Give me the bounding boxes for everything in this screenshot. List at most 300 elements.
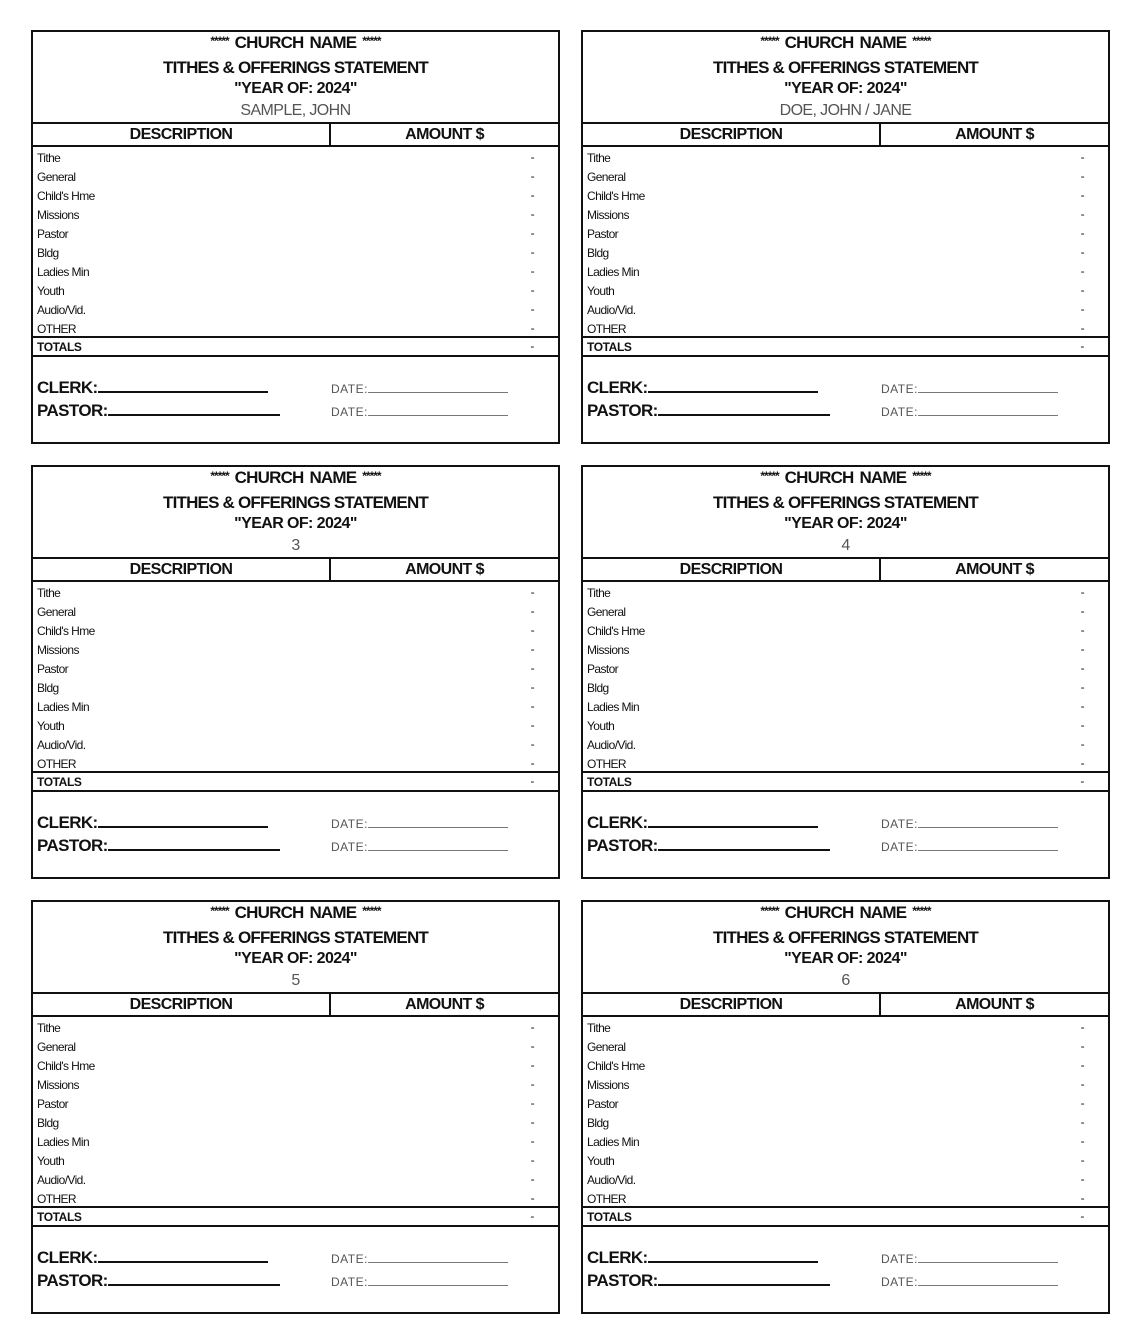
column-header-row: [583, 557, 1108, 582]
pastor-signature: [587, 399, 830, 421]
line-item-amount: -: [530, 1191, 534, 1205]
clerk-signature-line: [98, 1246, 268, 1263]
line-item-label: Child's Hme: [37, 624, 95, 638]
year-label: "YEAR OF:: [784, 515, 863, 532]
description-column-header: DESCRIPTION: [129, 126, 233, 143]
year-label: "YEAR OF:: [234, 515, 313, 532]
line-item-amount: -: [530, 1172, 534, 1186]
line-item-label: Bldg: [587, 1116, 609, 1130]
line-item-label: Bldg: [37, 246, 59, 260]
pastor-label: PASTOR:: [587, 401, 658, 420]
date-label: DATE:: [881, 405, 918, 419]
line-item-row: [33, 736, 558, 755]
line-item-label: Child's Hme: [587, 189, 645, 203]
totals-row: [583, 1206, 1108, 1227]
line-item-amount: -: [1080, 699, 1084, 713]
totals-label: TOTALS: [37, 775, 82, 789]
clerk-date: [331, 1252, 508, 1266]
year-value: 2024": [316, 950, 357, 967]
statement-card: [581, 30, 1110, 444]
date-label: DATE:: [331, 840, 368, 854]
line-item-row: [583, 622, 1108, 641]
line-item-label: Missions: [587, 643, 629, 657]
line-item-label: Child's Hme: [37, 1059, 95, 1073]
date-line: [368, 840, 508, 851]
statement-header: [33, 902, 558, 992]
year-line: [33, 80, 558, 98]
line-item-amount: -: [1080, 169, 1084, 183]
line-item-row: [33, 660, 558, 679]
pastor-label: PASTOR:: [587, 836, 658, 855]
date-label: DATE:: [881, 817, 918, 831]
line-items: [583, 584, 1108, 774]
line-item-amount: -: [530, 150, 534, 164]
date-line: [918, 1275, 1058, 1286]
totals-amount: -: [530, 774, 534, 788]
line-item-amount: -: [530, 1077, 534, 1091]
line-item-label: Tithe: [587, 586, 611, 600]
church-name-line: [33, 33, 558, 53]
line-item-amount: -: [530, 680, 534, 694]
line-item-label: Tithe: [37, 586, 61, 600]
clerk-date: [881, 1252, 1058, 1266]
line-item-label: OTHER: [37, 1192, 77, 1206]
line-item-amount: -: [1080, 283, 1084, 297]
line-item-label: OTHER: [37, 322, 77, 336]
line-item-amount: -: [1080, 264, 1084, 278]
line-item-row: [33, 1038, 558, 1057]
line-item-row: [33, 168, 558, 187]
line-item-row: [583, 736, 1108, 755]
statement-title: TITHES & OFFERINGS STATEMENT: [712, 928, 979, 947]
line-item-row: [583, 168, 1108, 187]
line-item-row: [583, 225, 1108, 244]
line-item-amount: -: [1080, 188, 1084, 202]
stars-right: *****: [362, 34, 381, 48]
line-item-row: [583, 584, 1108, 603]
line-item-row: [583, 149, 1108, 168]
church-name-line: [583, 33, 1108, 53]
year-value: 2024": [316, 80, 357, 97]
date-label: DATE:: [881, 382, 918, 396]
line-item-label: Child's Hme: [37, 189, 95, 203]
line-item-amount: -: [530, 245, 534, 259]
line-item-label: General: [587, 170, 626, 184]
date-line: [918, 817, 1058, 828]
line-item-row: [33, 149, 558, 168]
year-line: [33, 515, 558, 533]
line-item-row: [583, 603, 1108, 622]
line-item-amount: -: [530, 302, 534, 316]
pastor-signature-line: [108, 1269, 280, 1286]
line-item-amount: -: [530, 1039, 534, 1053]
totals-label: TOTALS: [587, 1210, 632, 1224]
pastor-signature: [37, 1269, 280, 1291]
statement-header: [33, 467, 558, 557]
statement-title: TITHES & OFFERINGS STATEMENT: [162, 493, 429, 512]
church-name-line: [583, 468, 1108, 488]
column-header-row: [33, 557, 558, 582]
member-name: 6: [841, 972, 850, 989]
line-item-label: Tithe: [587, 151, 611, 165]
line-item-label: Bldg: [587, 246, 609, 260]
statement-card: [581, 465, 1110, 879]
line-item-row: [33, 603, 558, 622]
year-value: 2024": [316, 515, 357, 532]
line-item-row: [583, 187, 1108, 206]
line-item-label: Missions: [587, 1078, 629, 1092]
line-item-row: [583, 1133, 1108, 1152]
line-item-amount: -: [530, 188, 534, 202]
pastor-date: [881, 840, 1058, 854]
totals-row: [33, 336, 558, 357]
line-items: [583, 149, 1108, 339]
line-item-label: Audio/Vid.: [37, 303, 86, 317]
clerk-label: CLERK:: [587, 813, 648, 832]
clerk-signature-line: [648, 811, 818, 828]
line-items: [33, 1019, 558, 1209]
line-item-label: General: [37, 170, 76, 184]
date-label: DATE:: [331, 1275, 368, 1289]
line-item-amount: -: [1080, 585, 1084, 599]
line-item-row: [33, 1133, 558, 1152]
line-item-amount: -: [1080, 150, 1084, 164]
clerk-signature: [587, 376, 818, 398]
line-item-label: General: [587, 605, 626, 619]
stars-right: *****: [912, 904, 931, 918]
line-item-row: [583, 206, 1108, 225]
line-item-row: [33, 1114, 558, 1133]
date-label: DATE:: [331, 1252, 368, 1266]
line-item-row: [583, 698, 1108, 717]
date-line: [368, 382, 508, 393]
pastor-signature: [37, 834, 280, 856]
stars-right: *****: [912, 34, 931, 48]
clerk-label: CLERK:: [37, 813, 98, 832]
year-label: "YEAR OF:: [234, 80, 313, 97]
totals-label: TOTALS: [587, 340, 632, 354]
totals-row: [33, 771, 558, 792]
line-item-amount: -: [1080, 718, 1084, 732]
date-label: DATE:: [881, 1275, 918, 1289]
description-column-header: DESCRIPTION: [679, 561, 783, 578]
line-item-row: [583, 1171, 1108, 1190]
pastor-date: [331, 840, 508, 854]
member-name: 4: [841, 537, 850, 554]
line-item-amount: -: [530, 1115, 534, 1129]
line-item-row: [583, 1019, 1108, 1038]
line-item-label: Audio/Vid.: [37, 738, 86, 752]
date-label: DATE:: [881, 840, 918, 854]
church-name-line: [33, 468, 558, 488]
statement-header: [583, 32, 1108, 122]
line-item-amount: -: [530, 737, 534, 751]
line-item-row: [583, 1038, 1108, 1057]
pastor-signature-line: [108, 834, 280, 851]
pastor-label: PASTOR:: [37, 1271, 108, 1290]
line-item-label: General: [37, 1040, 76, 1054]
line-item-label: Audio/Vid.: [37, 1173, 86, 1187]
pastor-date: [881, 405, 1058, 419]
line-item-amount: -: [1080, 245, 1084, 259]
pastor-label: PASTOR:: [37, 401, 108, 420]
clerk-label: CLERK:: [587, 1248, 648, 1267]
clerk-signature: [587, 811, 818, 833]
line-item-amount: -: [1080, 1134, 1084, 1148]
statement-header: [583, 467, 1108, 557]
line-item-amount: -: [530, 1058, 534, 1072]
stars-right: *****: [912, 469, 931, 483]
stars-right: *****: [362, 904, 381, 918]
line-item-amount: -: [1080, 680, 1084, 694]
column-header-row: [33, 992, 558, 1017]
clerk-date: [331, 382, 508, 396]
date-line: [368, 405, 508, 416]
line-item-amount: -: [530, 642, 534, 656]
year-label: "YEAR OF:: [784, 80, 863, 97]
line-item-label: Audio/Vid.: [587, 1173, 636, 1187]
amount-column-header: AMOUNT $: [329, 559, 558, 580]
line-item-label: Pastor: [37, 1097, 69, 1111]
line-item-row: [583, 301, 1108, 320]
line-item-amount: -: [1080, 1153, 1084, 1167]
date-line: [918, 840, 1058, 851]
line-item-amount: -: [530, 283, 534, 297]
pastor-signature: [587, 1269, 830, 1291]
line-item-label: Ladies Min: [587, 700, 640, 714]
pastor-date: [331, 1275, 508, 1289]
line-item-amount: -: [1080, 737, 1084, 751]
stars-left: *****: [760, 469, 779, 483]
line-item-row: [583, 1076, 1108, 1095]
date-line: [368, 1252, 508, 1263]
year-value: 2024": [866, 80, 907, 97]
line-item-label: Youth: [37, 1154, 65, 1168]
year-value: 2024": [866, 950, 907, 967]
line-item-row: [583, 263, 1108, 282]
clerk-signature: [37, 1246, 268, 1268]
date-line: [918, 382, 1058, 393]
line-item-amount: -: [530, 585, 534, 599]
description-column-header: DESCRIPTION: [679, 126, 783, 143]
line-item-amount: -: [530, 699, 534, 713]
line-item-amount: -: [530, 1134, 534, 1148]
line-item-row: [33, 1057, 558, 1076]
line-item-amount: -: [1080, 1115, 1084, 1129]
line-item-row: [33, 187, 558, 206]
date-label: DATE:: [881, 1252, 918, 1266]
line-item-label: Missions: [37, 1078, 79, 1092]
year-label: "YEAR OF:: [234, 950, 313, 967]
line-item-label: Ladies Min: [37, 1135, 90, 1149]
member-name: 3: [291, 537, 300, 554]
line-item-amount: -: [1080, 302, 1084, 316]
line-item-row: [33, 717, 558, 736]
date-label: DATE:: [331, 405, 368, 419]
totals-row: [583, 771, 1108, 792]
line-item-row: [33, 225, 558, 244]
line-item-amount: -: [1080, 1077, 1084, 1091]
line-items: [33, 584, 558, 774]
line-item-amount: -: [1080, 1058, 1084, 1072]
line-item-row: [33, 244, 558, 263]
line-item-label: Youth: [37, 284, 65, 298]
description-column-header: DESCRIPTION: [129, 996, 233, 1013]
clerk-date: [881, 817, 1058, 831]
line-item-row: [33, 263, 558, 282]
totals-amount: -: [1080, 1209, 1084, 1223]
date-line: [918, 1252, 1058, 1263]
line-item-label: Ladies Min: [37, 700, 90, 714]
year-line: [583, 515, 1108, 533]
pastor-signature-line: [658, 399, 830, 416]
church-name-line: [583, 903, 1108, 923]
line-item-label: Youth: [587, 1154, 615, 1168]
line-item-label: OTHER: [587, 757, 627, 771]
line-item-label: OTHER: [587, 322, 627, 336]
line-item-label: Missions: [37, 208, 79, 222]
line-item-amount: -: [530, 661, 534, 675]
line-item-amount: -: [530, 207, 534, 221]
line-item-amount: -: [1080, 642, 1084, 656]
line-item-label: Ladies Min: [37, 265, 90, 279]
stars-left: *****: [760, 904, 779, 918]
line-item-amount: -: [530, 623, 534, 637]
date-line: [918, 405, 1058, 416]
line-item-row: [33, 1152, 558, 1171]
line-item-label: Ladies Min: [587, 265, 640, 279]
line-item-row: [33, 282, 558, 301]
line-item-row: [33, 679, 558, 698]
line-item-label: Pastor: [37, 227, 69, 241]
line-item-label: Bldg: [587, 681, 609, 695]
line-item-label: Pastor: [587, 227, 619, 241]
line-item-label: Audio/Vid.: [587, 303, 636, 317]
totals-amount: -: [1080, 339, 1084, 353]
column-header-row: [33, 122, 558, 147]
line-item-row: [583, 1057, 1108, 1076]
line-item-label: Pastor: [587, 662, 619, 676]
clerk-signature: [37, 811, 268, 833]
description-column-header: DESCRIPTION: [129, 561, 233, 578]
line-item-label: General: [37, 605, 76, 619]
line-items: [583, 1019, 1108, 1209]
line-item-label: Missions: [37, 643, 79, 657]
line-item-label: Tithe: [37, 151, 61, 165]
line-item-row: [583, 641, 1108, 660]
clerk-signature-line: [648, 1246, 818, 1263]
line-item-row: [583, 282, 1108, 301]
statement-card: [581, 900, 1110, 1314]
line-item-row: [583, 660, 1108, 679]
pastor-date: [881, 1275, 1058, 1289]
statement-title: TITHES & OFFERINGS STATEMENT: [162, 58, 429, 77]
line-item-label: Bldg: [37, 681, 59, 695]
line-item-label: Audio/Vid.: [587, 738, 636, 752]
line-item-row: [33, 206, 558, 225]
statement-card: [31, 30, 560, 444]
totals-amount: -: [530, 1209, 534, 1223]
description-column-header: DESCRIPTION: [679, 996, 783, 1013]
stars-left: *****: [210, 469, 229, 483]
clerk-signature-line: [98, 376, 268, 393]
line-item-amount: -: [1080, 604, 1084, 618]
pastor-signature: [37, 399, 280, 421]
line-item-row: [583, 1095, 1108, 1114]
clerk-label: CLERK:: [587, 378, 648, 397]
stars-left: *****: [210, 34, 229, 48]
line-item-label: Child's Hme: [587, 1059, 645, 1073]
clerk-label: CLERK:: [37, 1248, 98, 1267]
line-item-row: [33, 584, 558, 603]
clerk-date: [331, 817, 508, 831]
line-item-amount: -: [530, 604, 534, 618]
line-item-row: [583, 717, 1108, 736]
church-name: CHURCH NAME: [234, 903, 357, 922]
line-item-label: OTHER: [587, 1192, 627, 1206]
amount-column-header: AMOUNT $: [329, 994, 558, 1015]
date-line: [368, 1275, 508, 1286]
line-item-amount: -: [530, 169, 534, 183]
line-item-amount: -: [1080, 661, 1084, 675]
stars-left: *****: [760, 34, 779, 48]
amount-column-header: AMOUNT $: [879, 124, 1108, 145]
church-name: CHURCH NAME: [784, 903, 907, 922]
line-item-label: Child's Hme: [587, 624, 645, 638]
line-item-row: [33, 1095, 558, 1114]
line-item-amount: -: [1080, 756, 1084, 770]
totals-row: [33, 1206, 558, 1227]
line-item-amount: -: [1080, 207, 1084, 221]
line-item-amount: -: [1080, 321, 1084, 335]
amount-column-header: AMOUNT $: [879, 559, 1108, 580]
amount-column-header: AMOUNT $: [329, 124, 558, 145]
line-item-row: [583, 1152, 1108, 1171]
line-item-row: [583, 244, 1108, 263]
line-item-row: [33, 622, 558, 641]
line-item-row: [33, 301, 558, 320]
church-name: CHURCH NAME: [784, 33, 907, 52]
member-name: DOE, JOHN / JANE: [779, 102, 912, 119]
line-item-amount: -: [530, 1096, 534, 1110]
pastor-signature: [587, 834, 830, 856]
statement-title: TITHES & OFFERINGS STATEMENT: [712, 58, 979, 77]
line-item-label: OTHER: [37, 757, 77, 771]
line-item-label: Pastor: [587, 1097, 619, 1111]
line-item-amount: -: [1080, 226, 1084, 240]
statement-header: [33, 32, 558, 122]
line-item-label: Ladies Min: [587, 1135, 640, 1149]
line-item-label: Youth: [587, 284, 615, 298]
line-item-amount: -: [530, 226, 534, 240]
church-name: CHURCH NAME: [784, 468, 907, 487]
clerk-signature-line: [648, 376, 818, 393]
pastor-date: [331, 405, 508, 419]
line-item-label: Pastor: [37, 662, 69, 676]
year-line: [583, 80, 1108, 98]
line-item-amount: -: [530, 756, 534, 770]
statement-card: [31, 900, 560, 1314]
line-item-amount: -: [1080, 623, 1084, 637]
year-line: [33, 950, 558, 968]
pastor-signature-line: [658, 834, 830, 851]
member-name: SAMPLE, JOHN: [240, 102, 351, 119]
line-item-label: Youth: [587, 719, 615, 733]
statement-title: TITHES & OFFERINGS STATEMENT: [712, 493, 979, 512]
clerk-date: [881, 382, 1058, 396]
statement-title: TITHES & OFFERINGS STATEMENT: [162, 928, 429, 947]
line-item-label: Tithe: [587, 1021, 611, 1035]
